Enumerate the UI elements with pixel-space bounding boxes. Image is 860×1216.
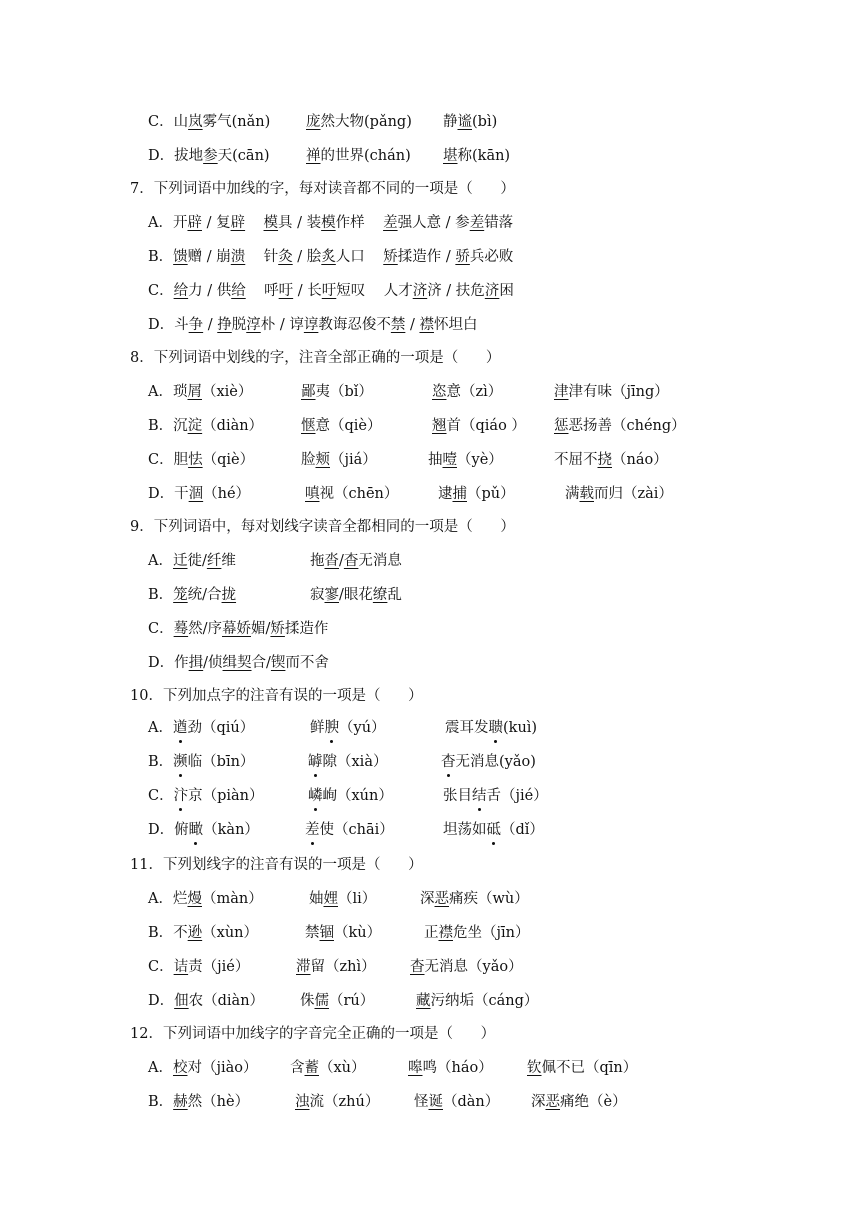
option-text: 禅的世界(chán) [306,148,411,164]
option-text: 满载而归（zài） [565,486,673,502]
option-text: A．遒劲（qiú） [148,720,255,736]
option-text: 寂寥/眼花缭乱 [310,587,402,603]
option-text: B．不逊（xùn） [148,925,259,941]
option-text: B．赫然（hè） [148,1094,250,1110]
option-text: 嗔视（chēn） [305,486,399,502]
option-text: C．胆怯（qiè） [148,452,255,468]
option-text: 含蓄（xù） [290,1060,366,1076]
option-text: C．给力 / 供给 呼吁 / 长吁短叹 人才济济 / 扶危济困 [148,283,514,299]
option-text: B．沉淀（diàn） [148,418,264,434]
option-text: D．作揖/侦缉契合/锲而不舍 [148,655,329,671]
option-text: 差使（chāi） [305,822,394,838]
option-text: 浊流（zhú） [295,1094,380,1110]
option-text: 拖沓/杳无消息 [310,553,402,569]
option-text: 怪诞（dàn） [414,1094,500,1110]
option-text: 津津有味（jīng） [554,384,669,400]
option-text: D．干涸（hé） [148,486,251,502]
option-text: 惩恶扬善（chéng） [554,418,686,434]
option-text: 杳无消息（yǎo） [410,959,523,975]
question-text: 9．下列词语中，每对划线字读音全都相同的一项是（ ） [130,519,515,535]
option-text: 逮捕（pǔ） [438,486,515,502]
question-text: 10．下列加点字的注音有误的一项是（ ） [130,688,423,704]
option-text: 嗥鸣（háo） [408,1060,493,1076]
option-text: C．山岚雾气(nǎn) [148,114,271,130]
option-text: B．濒临（bīn） [148,754,255,770]
option-text: 钦佩不已（qīn） [527,1060,638,1076]
option-text: 深恶痛疾（wù） [420,891,529,907]
option-text: 禁锢（kù） [305,925,382,941]
option-text: 罅隙（xià） [308,754,388,770]
question-text: 12．下列词语中加线字的字音完全正确的一项是（ ） [130,1026,496,1042]
option-text: 抽噎（yè） [428,452,503,468]
option-text: 妯娌（li） [309,891,377,907]
option-text: D．佃农（diàn） [148,993,265,1009]
option-text: A．迁徙/纤维 [148,553,236,569]
option-text: D．斗争 / 挣脱淳朴 / 谆谆教诲忍俊不禁 / 襟怀坦白 [148,317,478,333]
option-text: 庞然大物(pǎng) [306,114,412,130]
option-text: B．笼统/合拢 [148,587,237,603]
option-text: A．烂熳（màn） [148,891,263,907]
option-text: A．开辟 / 复辟 模具 / 装模作样 差强人意 / 参差错落 [148,215,514,231]
question-text: 8．下列词语中划线的字，注音全部正确的一项是（ ） [130,350,501,366]
option-text: 坦荡如砥（dǐ） [443,822,544,838]
option-text: 正襟危坐（jīn） [424,925,530,941]
option-text: C．汴京（piàn） [148,788,264,804]
option-text: D．俯瞰（kàn） [148,822,259,838]
option-text: 张目结舌（jié） [443,788,548,804]
option-text: 不屈不挠（náo） [554,452,668,468]
option-text: A．校对（jiào） [148,1060,258,1076]
option-text: 嶙峋（xún） [308,788,393,804]
option-text: B．馈赠 / 崩溃 针灸 / 脍炙人口 矫揉造作 / 骄兵必败 [148,249,514,265]
option-text: 惬意（qiè） [301,418,382,434]
option-text: 脸颊（jiá） [301,452,377,468]
option-text: 滞留（zhì） [296,959,376,975]
option-text: 翘首（qiáo ） [432,418,526,434]
option-text: 杳无消息(yǎo) [441,754,536,770]
option-text: 静谧(bì) [443,114,498,130]
option-text: A．琐屑（xiè） [148,384,253,400]
option-text: 深恶痛绝（è） [531,1094,627,1110]
option-text: D．拔地参天(cān) [148,148,270,164]
option-text: 震耳发聩(kuì) [445,720,538,736]
question-text: 11．下列划线字的注音有误的一项是（ ） [130,857,423,873]
option-text: C．诘责（jié） [148,959,250,975]
option-text: C．蓦然/序幕娇媚/矫揉造作 [148,621,329,637]
option-text: 鲜腴（yú） [310,720,386,736]
option-text: 堪称(kān) [443,148,511,164]
option-text: 鄙夷（bǐ） [301,384,373,400]
question-text: 7．下列词语中加线的字，每对读音都不同的一项是（ ） [130,181,515,197]
option-text: 藏污纳垢（cáng） [416,993,539,1009]
option-text: 恣意（zì） [432,384,503,400]
option-text: 侏儒（rú） [300,993,375,1009]
